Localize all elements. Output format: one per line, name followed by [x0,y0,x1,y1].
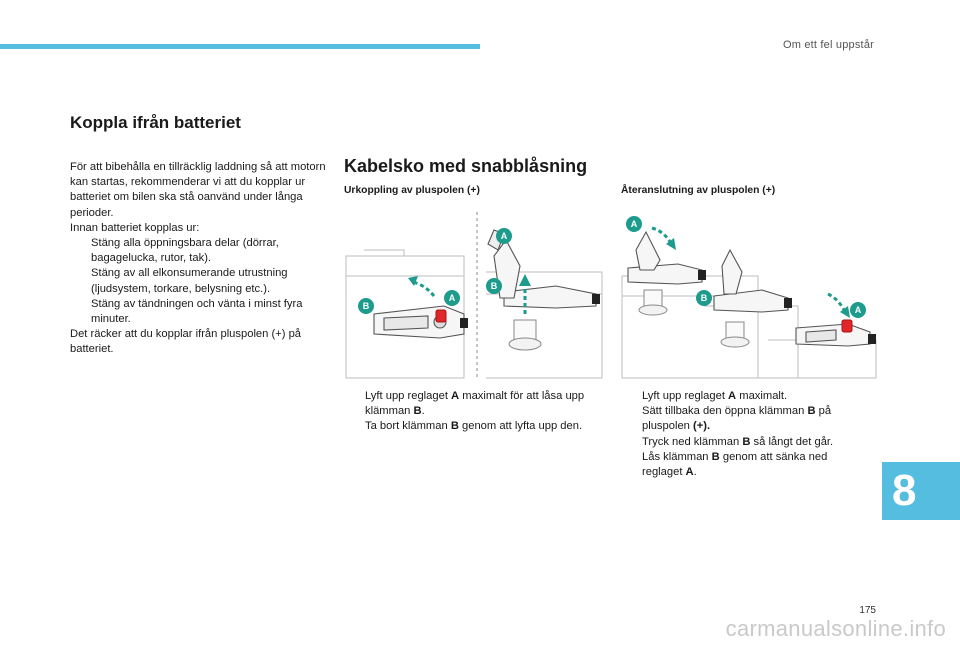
page-number: 175 [859,605,876,616]
callout-a: A [630,219,638,229]
step-item: Lyft upp reglaget A maximalt för att låsa upp klämman B. [365,390,585,418]
running-head: Om ett fel uppstår [782,39,874,51]
intro-column [70,160,326,358]
before-text: Innan batteriet kopplas ur: [70,221,200,234]
step-item: Ta bort klämman B genom att lyfta upp den. [365,420,583,433]
reconnect-steps [621,389,857,480]
callout-a: A [448,293,456,303]
chapter-tab: 8 [882,462,960,520]
step-item: Lyft upp reglaget A maximalt. [642,390,788,402]
watermark: carmanualsonline.info [725,616,946,641]
outro-text: Det räcker att du kopplar ifrån pluspolen (+) på batteriet. [70,328,302,356]
reconnect-heading: Återanslutning av pluspolen (+) [621,185,776,196]
step-item: Tryck ned klämman B så långt det går. [642,435,834,448]
callout-a: A [500,231,508,241]
section-title: Koppla ifrån batteriet [70,113,241,132]
callout-b: B [700,293,708,303]
precaution-list [70,236,326,327]
step-item: Sätt tillbaka den öppna klämman B på pluspolen (+). [642,405,832,433]
callout-b: B [362,301,370,311]
header-accent-bar [0,44,480,49]
reconnect-illustration [618,210,880,382]
callout-b: B [490,281,498,291]
step-item: Lås klämman B genom att sänka ned reglaget A. [642,450,828,479]
disconnect-heading: Urkoppling av pluspolen (+) [344,185,480,196]
quick-release-title: Kabelsko med snabblåsning [344,156,588,176]
precaution-item: Stäng alla öppningsbara delar (dörrar, bagagelucka, rutor, tak). [91,237,279,265]
disconnect-steps [344,389,592,435]
callout-a: A [854,305,862,315]
intro-text: För att bibehålla en tillräcklig laddning så att motorn kan startas, rekommenderar vi att du kopplar ur batteriet om bilen ska stå oanvänd under långa perioder. [70,161,326,219]
precaution-item: Stäng av tändningen och vänta i minst fyra minuter. [91,297,303,326]
precaution-item: Stäng av all elkonsumerande utrustning (ljudsystem, torkare, belysning etc.). [91,267,288,295]
disconnect-illustration [344,210,604,382]
